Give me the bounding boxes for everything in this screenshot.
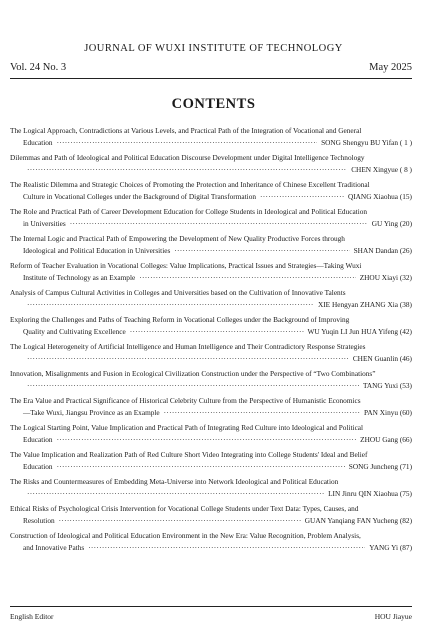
- toc-entry-author-page: LIN Jinru QIN Xiaohua (75): [328, 489, 412, 498]
- toc-entry-title: Ethical Risks of Psychological Crisis Intervention for Vocational College Students under Text Data: Types, Causes, and: [10, 504, 359, 513]
- toc-entry-title-end: Culture in Vocational Colleges under the Background of Digital Transformation: [23, 192, 256, 201]
- toc-entry-author-page: SONG Juncheng (71): [348, 462, 412, 471]
- toc-entry-author-page: TANG Yuxi (53): [362, 381, 412, 390]
- volume-number: Vol. 24 No. 3: [10, 62, 67, 73]
- toc-entry-title: The Realistic Dilemma and Strategic Choices of Promoting the Protection and Inheritance of Chinese Excellent Traditional: [10, 180, 370, 189]
- toc-entry-title-end: and Innovative Paths: [23, 543, 85, 552]
- toc-entry[interactable]: [10, 287, 412, 311]
- toc-entry-title: Exploring the Challenges and Paths of Teaching Reform in Vocational Colleges under the Background of Improving: [10, 315, 350, 324]
- dot-leader: [139, 272, 355, 284]
- toc-entry[interactable]: [10, 314, 412, 338]
- toc-entry-title: The Role and Practical Path of Career Development Education for College Students in Ideological and Political Education: [10, 207, 368, 216]
- toc-entry-title: The Logical Heterogeneity of Artificial Intelligence and Human Intelligence and Their Contradictory Response Strategies: [10, 342, 366, 351]
- toc-entry-last-line: [10, 488, 412, 500]
- toc-entry[interactable]: [10, 125, 412, 149]
- issue-date: May 2025: [369, 62, 412, 73]
- toc-entry-title: Innovation, Misalignments and Fusion in Ecological Civilization Construction under the Perspective of “Two Combinations”: [10, 369, 376, 378]
- toc-entry[interactable]: [10, 503, 412, 527]
- toc-entry-last-line: [10, 137, 412, 149]
- toc-entry-title: Dilemmas and Path of Ideological and Political Education Discourse Development under Digital Intelligence Technology: [10, 153, 365, 162]
- toc-entry-author-page: WU Yuqin LI Jun HUA Yifeng (42): [307, 327, 412, 336]
- toc-entry-last-line: [10, 434, 412, 446]
- toc-entry-title: Construction of Ideological and Political Education Environment in the New Era: Value Recognition, Problem Analysis,: [10, 531, 361, 540]
- dot-leader: [27, 164, 347, 176]
- dot-leader: [57, 461, 345, 473]
- toc-entry-title: Reform of Teacher Evaluation in Vocational Colleges: Value Implications, Practical Issues and Strategies—Taking Wuxi: [10, 261, 362, 270]
- toc-entry-author-page: GU Ying (20): [371, 219, 412, 228]
- toc-entry-author-page: QIANG Xiaohua (15): [347, 192, 412, 201]
- toc-entry-title: The Internal Logic and Practical Path of Empowering the Development of New Quality Productive Forces through: [10, 234, 345, 243]
- dot-leader: [57, 137, 317, 149]
- toc-entry[interactable]: [10, 368, 412, 392]
- table-of-contents: [10, 125, 412, 557]
- toc-entry[interactable]: [10, 206, 412, 230]
- toc-entry-title-end: Education: [23, 462, 53, 471]
- english-editor-name: HOU Jiayue: [374, 612, 412, 621]
- dot-leader: [164, 407, 360, 419]
- toc-entry-author-page: PAN Xinyu (60): [364, 408, 412, 417]
- toc-entry[interactable]: [10, 530, 412, 554]
- dot-leader: [27, 380, 359, 392]
- toc-entry[interactable]: [10, 152, 412, 176]
- toc-entry-last-line: [10, 191, 412, 203]
- toc-entry-last-line: [10, 353, 412, 365]
- toc-entry-author-page: YANG Yi (87): [369, 543, 412, 552]
- toc-entry-author-page: SONG Shengyu BU Yifan ( 1 ): [321, 138, 412, 147]
- toc-entry-title-end: —Take Wuxi, Jiangsu Province as an Example: [23, 408, 160, 417]
- toc-entry-title: The Value Implication and Realization Path of Red Culture Short Video Integrating into College Students' Ideal and Belief: [10, 450, 368, 459]
- toc-entry[interactable]: [10, 179, 412, 203]
- toc-entry[interactable]: [10, 422, 412, 446]
- dot-leader: [260, 191, 344, 203]
- toc-entry[interactable]: [10, 449, 412, 473]
- toc-entry[interactable]: [10, 341, 412, 365]
- toc-entry-author-page: ZHOU Xiayi (32): [359, 273, 412, 282]
- toc-entry-title-end: Quality and Cultivating Excellence: [23, 327, 126, 336]
- toc-entry-last-line: [10, 272, 412, 284]
- toc-entry-title: The Risks and Countermeasures of Embedding Meta-Universe into Network Ideological and Political Education: [10, 477, 339, 486]
- toc-entry-title-end: Institute of Technology as an Example: [23, 273, 136, 282]
- toc-entry[interactable]: [10, 260, 412, 284]
- journal-title: JOURNAL OF WUXI INSTITUTE OF TECHNOLOGY: [84, 43, 343, 54]
- toc-entry-last-line: [10, 515, 412, 527]
- footer-rule: [10, 606, 412, 607]
- toc-entry-author-page: GUAN Yanqiang FAN Yucheng (82): [304, 516, 412, 525]
- contents-heading: CONTENTS: [171, 96, 256, 112]
- dot-leader: [27, 299, 314, 311]
- toc-entry-author-page: ZHOU Gang (66): [360, 435, 412, 444]
- toc-entry-title: The Logical Starting Point, Value Implication and Practical Path of Integrating Red Culture into Ideological and Political: [10, 423, 364, 432]
- toc-entry-title-end: Resolution: [23, 516, 55, 525]
- toc-entry-last-line: [10, 299, 412, 311]
- dot-leader: [57, 434, 357, 446]
- toc-entry-last-line: [10, 380, 412, 392]
- toc-entry-title: The Era Value and Practical Significance of Historical Celebrity Culture from the Perspective of Humanistic Economics: [10, 396, 361, 405]
- dot-leader: [88, 542, 365, 554]
- toc-entry-title-end: Education: [23, 138, 53, 147]
- toc-entry-author-page: XIE Hengyan ZHANG Xia (38): [317, 300, 412, 309]
- toc-entry[interactable]: [10, 233, 412, 257]
- toc-entry-author-page: SHAN Dandan (26): [353, 246, 412, 255]
- dot-leader: [70, 218, 368, 230]
- dot-leader: [27, 488, 324, 500]
- toc-entry-title-end: in Universities: [23, 219, 66, 228]
- toc-entry-last-line: [10, 542, 412, 554]
- toc-entry-last-line: [10, 407, 412, 419]
- toc-entry-last-line: [10, 218, 412, 230]
- toc-entry-title: Analysis of Campus Cultural Activities in Colleges and Universities based on the Cultivation of Innovative Talents: [10, 288, 346, 297]
- dot-leader: [27, 353, 349, 365]
- toc-entry-last-line: [10, 326, 412, 338]
- dot-leader: [59, 515, 301, 527]
- toc-entry-title: The Logical Approach, Contradictions at Various Levels, and Practical Path of the Integration of Vocational and General: [10, 126, 362, 135]
- toc-entry-last-line: [10, 245, 412, 257]
- toc-entry-author-page: CHEN Xingyue ( 8 ): [351, 165, 412, 174]
- toc-entry-title-end: Education: [23, 435, 53, 444]
- header-rule: [10, 78, 412, 79]
- toc-entry[interactable]: [10, 395, 412, 419]
- dot-leader: [130, 326, 304, 338]
- toc-entry[interactable]: [10, 476, 412, 500]
- dot-leader: [174, 245, 349, 257]
- toc-entry-title-end: Ideological and Political Education in Universities: [23, 246, 171, 255]
- toc-entry-last-line: [10, 461, 412, 473]
- toc-entry-author-page: CHEN Guanlin (46): [352, 354, 412, 363]
- english-editor-label: English Editor: [10, 612, 54, 621]
- toc-entry-last-line: [10, 164, 412, 176]
